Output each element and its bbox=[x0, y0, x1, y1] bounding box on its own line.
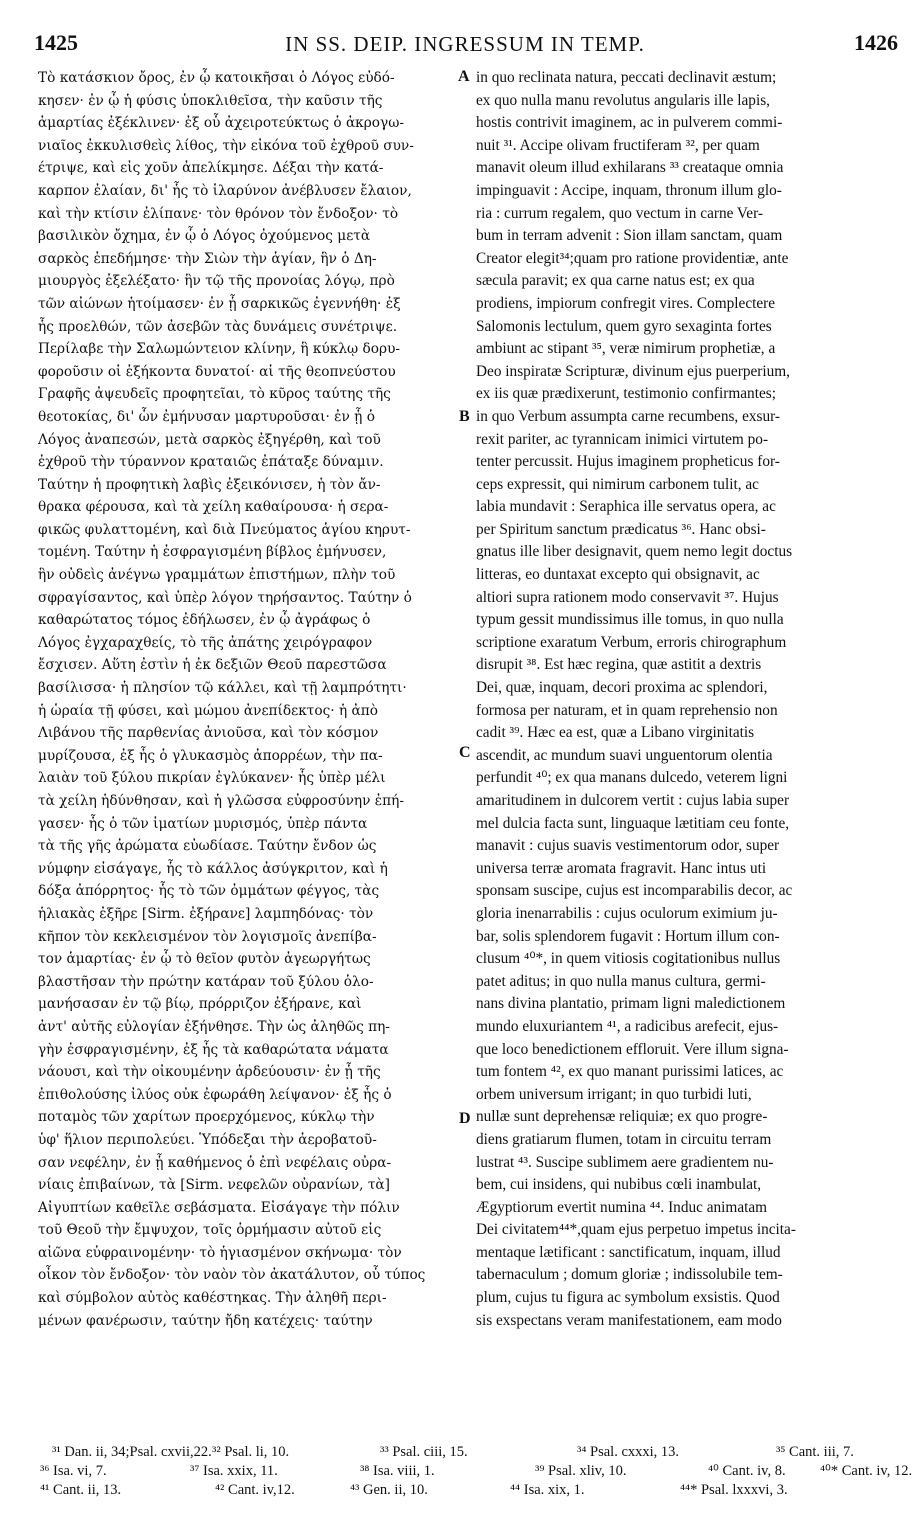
greek-text-line: ἡ ὡραία τῇ φύσει, καὶ μώμου ἀνεπίδεκτος· ἡ ἀπὸ bbox=[38, 702, 378, 719]
latin-text-line: Deo inspiratæ Scripturæ, divinum ejus puerperium, bbox=[476, 362, 790, 380]
latin-text-line: in quo Verbum assumpta carne recumbens, exsur- bbox=[476, 407, 780, 425]
greek-text-line: έτριψε, καὶ εἰς χοῦν ἀπελίκμησε. Δέξαι τὴν κατά- bbox=[38, 160, 384, 177]
greek-text-line: ἁμαρτίας ἐξέκλινεν· ἐξ οὗ ἀχειροτεύκτως ὁ ἀκρογω- bbox=[38, 115, 404, 132]
greek-text-line: μανήσασαν ἐν τῷ βίῳ, πρόρριζον ἐξήρανε, καὶ bbox=[38, 996, 362, 1013]
latin-text-line: Dei civitatem⁴⁴*,quam ejus perpetuo impetus incita- bbox=[476, 1221, 796, 1239]
latin-text-line: tenter percussit. Hujus imaginem propheticus for- bbox=[476, 453, 780, 471]
greek-text-line: τὰ χείλη ἡδύνθησαν, καὶ ἡ γλῶσσα εὐφροσύνην ἐπή- bbox=[38, 793, 404, 809]
left-page-number: 1425 bbox=[34, 30, 78, 55]
latin-text-line: perfundit ⁴⁰; ex qua manans dulcedo, veterem ligni bbox=[476, 769, 788, 787]
latin-text-line: Salomonis lectulum, quem gyro sexaginta fortes bbox=[476, 317, 772, 335]
greek-text-line: Λιβάνου τῆς παρθενίας ἀνιοῦσα, καὶ τὸν κόσμον bbox=[38, 725, 379, 742]
latin-text-line: Dei, quæ, inquam, decori proxima ac splendori, bbox=[476, 679, 768, 697]
footnote-entry: ⁴² Cant. iv,12. bbox=[215, 1482, 295, 1498]
greek-text-line: κησεν· ἐν ᾧ ἡ φύσις ὑποκλιθεῖσα, τὴν καῦσιν τῆς bbox=[38, 92, 383, 109]
latin-text-line: mundo eluxuriantem ⁴¹, a radicibus arefecit, ejus- bbox=[476, 1017, 779, 1035]
footnote-entry: ⁴³ Gen. ii, 10. bbox=[350, 1482, 428, 1498]
greek-text-line: ἣν οὐδεὶς ἀνέγνω γραμμάτων ἐπιστήμων, πλὴν τοῦ bbox=[38, 567, 396, 584]
greek-text-line: φοροῦσιν οἱ ἑξήκοντα δυνατοί· αἱ τῆς θεοπνεύστου bbox=[38, 363, 396, 380]
latin-text-line: manavit oleum illud exhilarans ³³ creataque omnia bbox=[476, 159, 784, 177]
greek-text-line: Ταύτην ἡ προφητικὴ λαβὶς ἐξεικόνισεν, ἡ τὸν ἄν- bbox=[38, 476, 381, 493]
running-title: IN SS. DEIP. INGRESSUM IN TEMP. bbox=[285, 32, 645, 56]
latin-text-line: per Spiritum sanctum prædicatus ³⁶. Hanc obsi- bbox=[476, 520, 766, 538]
latin-text-line: sis exspectans veram manifestationem, eam modo bbox=[476, 1311, 782, 1329]
latin-text-line: nans divina plantatio, primam ligni maledictionem bbox=[476, 995, 786, 1013]
latin-text-line: mel dulcia facta sunt, linguaque lætitiam ceu fonte, bbox=[476, 814, 790, 832]
greek-text-line: λαιὰν τοῦ ξύλου πικρίαν ἐγλύκανεν· ἧς ὑπὲρ μέλι bbox=[38, 770, 386, 787]
greek-text-line: τομένη. Ταύτην ἡ ἐσφραγισμένη βίβλος ἐμήνυσεν, bbox=[38, 544, 387, 561]
latin-text-line: impinguavit : Accipe, inquam, thronum illum glo- bbox=[476, 181, 782, 199]
latin-text-line: ex quo nulla manu revolutus angularis ille lapis, bbox=[476, 91, 770, 109]
greek-text-line: ἧς προελθών, τῶν ἀσεβῶν τὰς δυνάμεις συνέτριψε. bbox=[38, 318, 398, 335]
latin-text-line: bar, solis splendorem fugavit : Hortum illum con- bbox=[476, 927, 780, 945]
latin-text-line: in quo reclinata natura, peccati declinavit æstum; bbox=[476, 69, 777, 86]
latin-text-line: nuit ³¹. Accipe olivam fructiferam ³², per quam bbox=[476, 136, 760, 154]
footnote-entry: ³⁴ Psal. cxxxi, 13. bbox=[577, 1444, 680, 1460]
latin-text-line: ambiunt ac stipant ³⁵, veræ nimirum prophetiæ, a bbox=[476, 340, 776, 358]
latin-text-line: Ægyptiorum evertit numina ⁴⁴. Induc animatam bbox=[476, 1198, 768, 1216]
latin-text-line: universa terræ aromata fragravit. Hanc intus uti bbox=[476, 859, 767, 877]
latin-text-line: ex iis quæ prædixerunt, testimonio confirmantes; bbox=[476, 385, 776, 403]
greek-text-column bbox=[38, 67, 456, 1332]
greek-text-line: δόξα ἀπόρρητος· ἧς τὸ τῶν ὀμμάτων φέγγος, τὰς bbox=[38, 883, 380, 900]
greek-text-line: καὶ σύμβολον αὐτὸς καθέστηκας. Τὴν ἀληθῆ περι- bbox=[38, 1290, 387, 1307]
greek-text-line: γασεν· ἧς ὁ τῶν ἱματίων μυρισμός, ὑπὲρ πάντα bbox=[38, 815, 368, 832]
latin-text-line: rexit pariter, ac tyrannicam inimici virtutem po- bbox=[476, 430, 769, 448]
latin-text-line: ascendit, ac mundum suavi unguentorum olentia bbox=[476, 746, 773, 764]
greek-text-line: μυρίζουσα, ἐξ ἧς ὁ γλυκασμὸς ἀπορρέων, τὴν πα- bbox=[38, 747, 383, 764]
greek-text-line: ποταμὸς τῶν χαρίτων προερχόμενος, κύκλῳ τὴν bbox=[38, 1109, 375, 1126]
footnote-entry: ³⁸ Isa. viii, 1. bbox=[360, 1463, 435, 1479]
latin-text-line: labia mundavit : Seraphica ille servatus opera, ac bbox=[476, 498, 776, 516]
footnote-entry: ⁴⁰ Cant. iv, 8. bbox=[708, 1463, 786, 1479]
footnote-entry: ³² Psal. li, 10. bbox=[212, 1444, 290, 1460]
greek-text-line: νιαῖος ἐκκυλισθεὶς λίθος, τὴν εἰκόνα τοῦ ἐχθροῦ συν- bbox=[38, 137, 414, 154]
greek-text-line: βλαστῆσαν τὴν πρώτην κατάραν τοῦ ξύλου ὁλο- bbox=[38, 973, 374, 990]
latin-text-line: ria : currum regalem, quo vectum in carne Ver- bbox=[476, 204, 763, 222]
greek-text-line: καὶ τὴν κτίσιν ἐλίπανε· τὸν θρόνον τὸν ἔνδοξον· τὸ bbox=[38, 205, 399, 222]
greek-text-line: Γραφῆς ἀψευδεῖς προφητεῖαι, τὸ κῦρος ταύτης τῆς bbox=[38, 386, 391, 403]
greek-text-line: νύμφην εἰσάγαγε, ἧς τὸ κάλλος ἀσύγκριτον, καὶ ἡ bbox=[38, 860, 388, 877]
latin-text-line: nullæ sunt deprehensæ reliquiæ; ex quo progre- bbox=[476, 1108, 768, 1126]
greek-text-line: Λόγος ἐγχαραχθείς, τὸ τῆς ἀπάτης χειρόγραφον bbox=[38, 634, 373, 651]
latin-text-line: sæcula paravit; ex qua carne natus est; ex qua bbox=[476, 272, 755, 290]
latin-text-line: clusum ⁴⁰*, in quem vitiosis cogitationibus nullus bbox=[476, 950, 781, 968]
footnote-entry: ³³ Psal. ciii, 15. bbox=[380, 1444, 468, 1460]
latin-text-line: typum gessit mundissimus ille tomus, in quo nulla bbox=[476, 611, 784, 629]
greek-text-line: φικῶς φυλαττομένη, καὶ διὰ Πνεύματος ἁγίου κηρυτ- bbox=[38, 521, 411, 538]
greek-text-line: νάουσι, καὶ τὴν οἰκουμένην ἀρδεύουσιν· ἐν ᾗ τῆς bbox=[38, 1064, 381, 1081]
latin-text-line: hostis contrivit imaginem, ac in pulverem commi- bbox=[476, 114, 783, 132]
running-header bbox=[30, 30, 900, 64]
greek-text-line: μένων φανέρωσιν, ταύτην ἤδη κατέχεις· ταύτην bbox=[38, 1312, 373, 1329]
latin-text-line: tabernaculum ; domum gloriæ ; indissolubile tem- bbox=[476, 1266, 783, 1284]
latin-text-line: patet aditus; in quo nulla manus cultura, germi- bbox=[476, 972, 766, 990]
margin-marker-c: C bbox=[459, 744, 471, 761]
margin-marker-a: A bbox=[458, 68, 470, 85]
greek-text-line: θρακα φέρουσα, καὶ τὰ χείλη καθαίρουσα· ἡ σερα- bbox=[38, 499, 389, 516]
greek-text-line: γὴν ἐσφραγισμένην, ἐξ ἧς τὰ καθαρώτατα νάματα bbox=[38, 1041, 389, 1058]
greek-text-line: τον ἁμαρτίας· ἐν ᾧ τὸ θεῖον φυτὸν ἀγεωργήτως bbox=[38, 951, 371, 968]
latin-text-line: Creator elegit³⁴;quam pro ratione providentiæ, ante bbox=[476, 249, 789, 267]
greek-text-line: σφραγίσαντος, καὶ ὑπὲρ λόγον τηρήσαντος. Ταύτην ὁ bbox=[38, 589, 412, 606]
greek-text-line: ὑφ' ἥλιον περιπολεύει. Ὑπόδεξαι τὴν ἀεροβατοῦ- bbox=[38, 1131, 377, 1148]
greek-text-line: βασιλικὸν ὄχημα, ἐν ᾧ ὁ Λόγος ὀχούμενος μετὰ bbox=[38, 228, 371, 245]
latin-text-line: litteras, eo duntaxat excepto qui obsignavit, ac bbox=[476, 566, 760, 584]
latin-text-line: plum, cujus tu figura ac symbolum exsistis. Quod bbox=[476, 1289, 780, 1307]
latin-text-line: diens gratiarum flumen, totam in circuitu terram bbox=[476, 1130, 772, 1148]
greek-text-line: τὰ τῆς γῆς ἀρώματα εὐωδίασε. Ταύτην ἔνδον ὡς bbox=[38, 838, 377, 855]
latin-text-line: prodiens, impiorum confregit vires. Complectere bbox=[476, 294, 776, 312]
latin-text-line: gnatus ille liber designavit, quem nemo legit doctus bbox=[476, 543, 793, 561]
greek-text-line: θεοτοκίας, δι' ὧν ἐμήνυσαν μαρτυροῦσαι· ἐν ᾗ ὁ bbox=[38, 408, 375, 425]
greek-text-line: Περίλαβε τὴν Σαλωμώντειον κλίνην, ἣ κύκλῳ δορυ- bbox=[38, 341, 401, 358]
footnote-entry: ⁴¹ Cant. ii, 13. bbox=[40, 1482, 122, 1498]
latin-text-line: manavit : cujus suavis vestimentorum odor, super bbox=[476, 837, 780, 855]
latin-text-line: mentaque lætificant : sanctificatum, inquam, illud bbox=[476, 1243, 781, 1261]
greek-text-line: καθαρώτατος τόμος ἐδήλωσεν, ἐν ᾧ ἀγράφως ὁ bbox=[38, 612, 371, 629]
greek-text-line: σαν νεφέλην, ἐν ᾗ καθήμενος ὁ ἐπὶ νεφέλαις οὐρα- bbox=[38, 1154, 392, 1171]
footnote-entry: ⁴⁴ Isa. xix, 1. bbox=[510, 1482, 585, 1498]
greek-text-line: Λόγος ἀναπεσών, μετὰ σαρκὸς ἐξηγέρθη, καὶ τοῦ bbox=[38, 431, 381, 448]
footnote-entry: ³⁹ Psal. xliv, 10. bbox=[535, 1463, 627, 1479]
latin-text-column bbox=[476, 67, 894, 1332]
greek-text-line: ἐπιθολούσης ἰλύος οὐκ ἐφωράθη λείψανον· ἐξ ἧς ὁ bbox=[38, 1086, 392, 1103]
greek-text-line: αἰῶνα εὐφραινομένην· τὸ ἡγιασμένον σκήνωμα· τὸν bbox=[38, 1244, 402, 1261]
latin-text-line: orbem universum irrigant; in quo turbidi luti, bbox=[476, 1085, 752, 1103]
greek-text-line: σαρκὸς ἐπεδήμησε· τὴν Σιὼν τὴν ἁγίαν, ἣν ὁ Δη- bbox=[38, 250, 377, 267]
footnote-entry: ³¹ Dan. ii, 34;Psal. cxvii,22. bbox=[52, 1444, 212, 1460]
footnote-entry: ⁴⁰* Cant. iv, 12. bbox=[820, 1463, 913, 1479]
latin-text-line: lustrat ⁴³. Suscipe sublimem aere gradientem nu- bbox=[476, 1153, 774, 1171]
latin-text-line: sponsam suscipe, cujus est incomparabilis decor, ac bbox=[476, 882, 793, 900]
greek-text-line: ἐχθροῦ τὴν τύραννον κραταιῶς ἐπάταξε δύναμιν. bbox=[38, 454, 384, 471]
greek-text-line: ἀντ' αὐτῆς εὐλογίαν ἐξήνθησε. Τὴν ὡς ἀληθῶς πη- bbox=[38, 1018, 390, 1035]
latin-text-line: scriptione exaratum Verbum, erroris chirographum bbox=[476, 633, 787, 651]
footnote-entry: ⁴⁴* Psal. lxxxvi, 3. bbox=[680, 1482, 788, 1498]
latin-text-line: que loco benedictionem effloruit. Vere illum signa- bbox=[476, 1040, 789, 1058]
latin-text-line: ceps expressit, qui nimirum carbonem tulit, ac bbox=[476, 475, 759, 493]
margin-marker-d: D bbox=[459, 1110, 471, 1127]
footnote-entry: ³⁷ Isa. xxix, 11. bbox=[190, 1463, 278, 1479]
greek-text-line: μιουργὸς ἐξελέξατο· ἣν τῷ τῆς προνοίας λόγῳ, πρὸ bbox=[38, 273, 395, 290]
greek-text-line: βασίλισσα· ἡ πλησίον τῷ κάλλει, καὶ τῇ λαμπρότητι· bbox=[38, 680, 407, 697]
greek-text-line: καρπον ἐλαίαν, δι' ἧς τὸ ἱλαρύνον ἀνέβλυσεν ἔλαιον, bbox=[38, 182, 412, 199]
greek-text-line: οἶκον τὸν ἔνδοξον· τὸν ναὸν τὸν ἀκατάλυτον, οὗ τύπος bbox=[38, 1267, 426, 1284]
latin-text-line: cadit ³⁹. Hæc ea est, quæ a Libano virginitatis bbox=[476, 724, 755, 742]
footnote-entry: ³⁶ Isa. vi, 7. bbox=[40, 1463, 107, 1479]
greek-text-line: κῆπον τὸν κεκλεισμένον τὸν λογισμοῖς ἀνεπίβα- bbox=[38, 928, 377, 945]
footnote-entry: ³⁵ Cant. iii, 7. bbox=[776, 1444, 854, 1460]
greek-text-line: Αἰγυπτίων καθεῖλε σεβάσματα. Εἰσάγαγε τὴν πόλιν bbox=[38, 1199, 400, 1216]
greek-text-line: Τὸ κατάσκιον ὄρος, ἐν ᾧ κατοικῆσαι ὁ Λόγος εὐδό- bbox=[38, 70, 395, 86]
greek-text-line: τοῦ Θεοῦ τὴν ἔμψυχον, τοῖς ὁρμήμασιν αὐτοῦ εἰς bbox=[38, 1222, 382, 1239]
greek-text-line: ἔσχισεν. Αὕτη ἐστὶν ἡ ἐκ δεξιῶν Θεοῦ παρεστῶσα bbox=[38, 657, 387, 674]
latin-text-line: gloria inenarrabilis : cujus oculorum eximium ju- bbox=[476, 904, 778, 922]
greek-text-line: ἡλιακὰς ἐξῆρε [Sirm. ἐξήρανε] λαμπηδόνας· τὸν bbox=[38, 905, 374, 922]
greek-text-line: νίαις ἐπιβαίνων, τὰ [Sirm. νεφελῶν οὐρανίων, τὰ] bbox=[38, 1177, 391, 1194]
latin-text-line: amaritudinem in dulcorem vertit : cujus labia super bbox=[476, 792, 790, 809]
latin-text-line: formosa per naturam, et in quam reprehensio non bbox=[476, 701, 778, 719]
latin-text-line: tum fontem ⁴², ex quo manant purissimi latices, ac bbox=[476, 1063, 784, 1081]
greek-text-line: τῶν αἰώνων ἡτοίμασεν· ἐν ᾗ σαρκικῶς ἐγεννήθη· ἐξ bbox=[38, 295, 401, 312]
right-page-number: 1426 bbox=[854, 30, 898, 55]
margin-marker-b: B bbox=[459, 408, 470, 425]
latin-text-line: altiori supra rationem modo conservavit ³⁷. Hujus bbox=[476, 588, 779, 606]
latin-text-line: disrupit ³⁸. Est hæc regina, quæ astitit a dextris bbox=[476, 656, 762, 674]
latin-text-line: bum in terram advenit : Sion illam sanctam, quam bbox=[476, 227, 783, 245]
latin-text-line: bem, cui insidens, qui nubibus cœli inambulat, bbox=[476, 1176, 762, 1194]
